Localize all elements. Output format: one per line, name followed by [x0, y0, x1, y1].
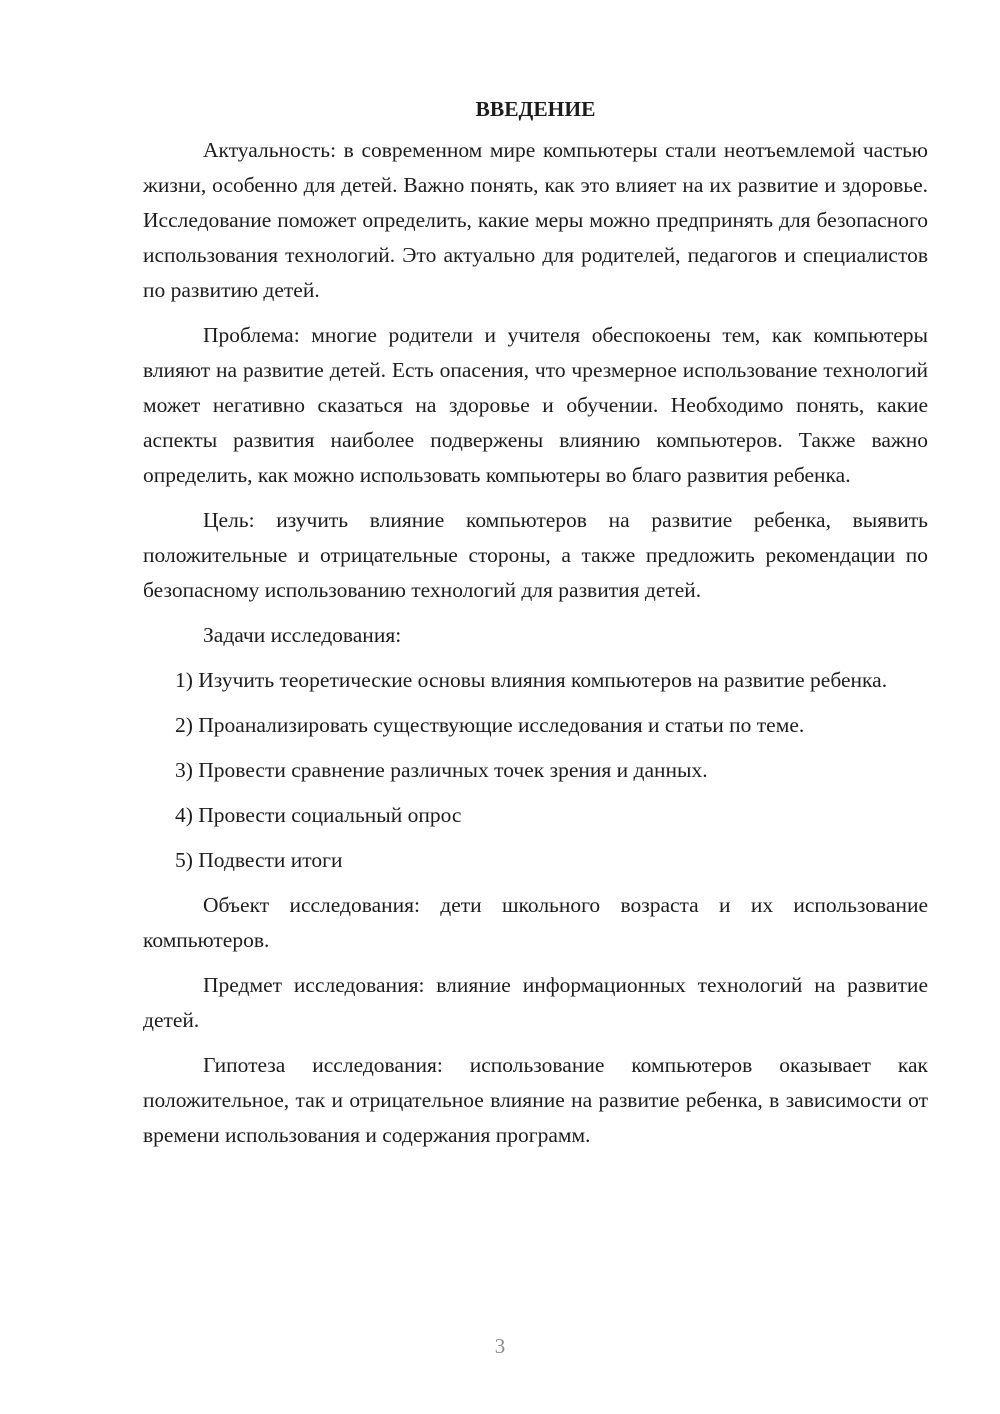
object-paragraph: Объект исследования: дети школьного возраста и их использование компьютеров. — [143, 893, 928, 952]
task-item-1: 1) Изучить теоретические основы влияния компьютеров на развитие ребенка. — [175, 668, 888, 692]
task-item-3: 3) Провести сравнение различных точек зрения и данных. — [175, 758, 708, 782]
task-item-4: 4) Провести социальный опрос — [175, 803, 462, 827]
relevance-paragraph: Актуальность: в современном мире компьютеры стали неотъемлемой частью жизни, особенно для детей. Важно понять, как это влияет на их развитие и здоровье. Исследование поможет определить, какие меры можно предпринять для безопасного использования технологий. Это актуально для родителей, педагогов и специалистов по развитию детей. — [143, 138, 928, 302]
goal-paragraph: Цель: изучить влияние компьютеров на развитие ребенка, выявить положительные и отрицательные стороны, а также предложить рекомендации по безопасному использованию технологий для развития детей. — [143, 508, 928, 602]
document-page — [143, 92, 928, 1163]
task-item-5: 5) Подвести итоги — [175, 848, 343, 872]
page-number: 3 — [494, 1334, 506, 1358]
hypothesis-paragraph: Гипотеза исследования: использование компьютеров оказывает как положительное, так и отрицательное влияние на развитие ребенка, в зависимости от времени использования и содержания программ. — [143, 1053, 928, 1147]
tasks-heading: Задачи исследования: — [203, 623, 402, 647]
problem-paragraph: Проблема: многие родители и учителя обеспокоены тем, как компьютеры влияют на развитие детей. Есть опасения, что чрезмерное использование технологий может негативно сказаться на здоровье и обучении. Необходимо понять, какие аспекты развития наиболее подвержены влиянию компьютеров. Также важно определить, как можно использовать компьютеры во благо развития ребенка. — [143, 323, 928, 487]
subject-paragraph: Предмет исследования: влияние информационных технологий на развитие детей. — [143, 973, 928, 1032]
task-item-2: 2) Проанализировать существующие исследования и статьи по теме. — [175, 713, 805, 737]
page-title: ВВЕДЕНИЕ — [475, 97, 596, 121]
